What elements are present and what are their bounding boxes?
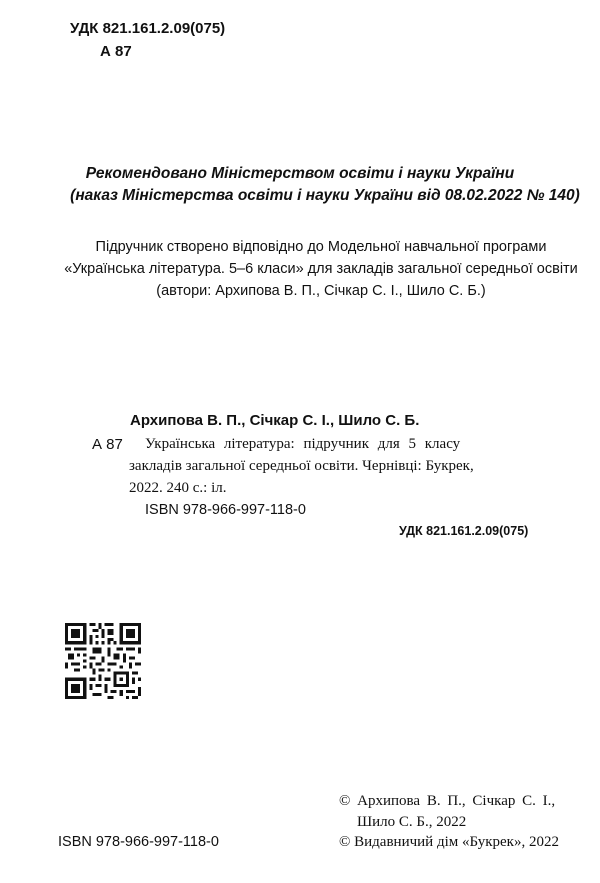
copyright-authors-line: © Архипова В. П., Січкар С. І., (339, 793, 556, 809)
recommendation-line-1: Рекомендовано Міністерством освіти і науки України (85, 165, 515, 182)
copyright-publisher-line: © Видавничий дім «Букрек», 2022 (339, 834, 559, 850)
qr-code-icon (65, 623, 141, 699)
catalog-isbn: ISBN 978-966-997-118-0 (145, 502, 306, 518)
recommendation-line-2: (наказ Міністерства освіти і науки України від 08.02.2022 № 140) (70, 187, 580, 204)
catalog-description-line-3: 2022. 240 с.: іл. (129, 480, 227, 496)
udk-header: УДК 821.161.2.09(075) (70, 20, 226, 37)
copyright-authors-line-2: Шило С. Б., 2022 (357, 814, 467, 830)
class-mark-header: А 87 (100, 43, 132, 60)
catalog-class-mark: А 87 (92, 436, 123, 453)
program-note-line-3: (автори: Архипова В. П., Січкар С. І., Шило С. Б.) (156, 283, 486, 299)
program-note-line-1: Підручник створено відповідно до Модельної навчальної програми (95, 239, 547, 255)
catalog-authors: Архипова В. П., Січкар С. І., Шило С. Б. (130, 412, 420, 429)
catalog-description-line-1: Українська література: підручник для 5 класу (145, 436, 461, 452)
catalog-udk: УДК 821.161.2.09(075) (399, 524, 529, 538)
footer-isbn: ISBN 978-966-997-118-0 (58, 834, 219, 850)
catalog-description-line-2: закладів загальної середньої освіти. Чернівці: Букрек, (129, 458, 474, 474)
program-note-line-2: «Українська література. 5–6 класи» для закладів загальної середньої освіти (64, 261, 578, 277)
